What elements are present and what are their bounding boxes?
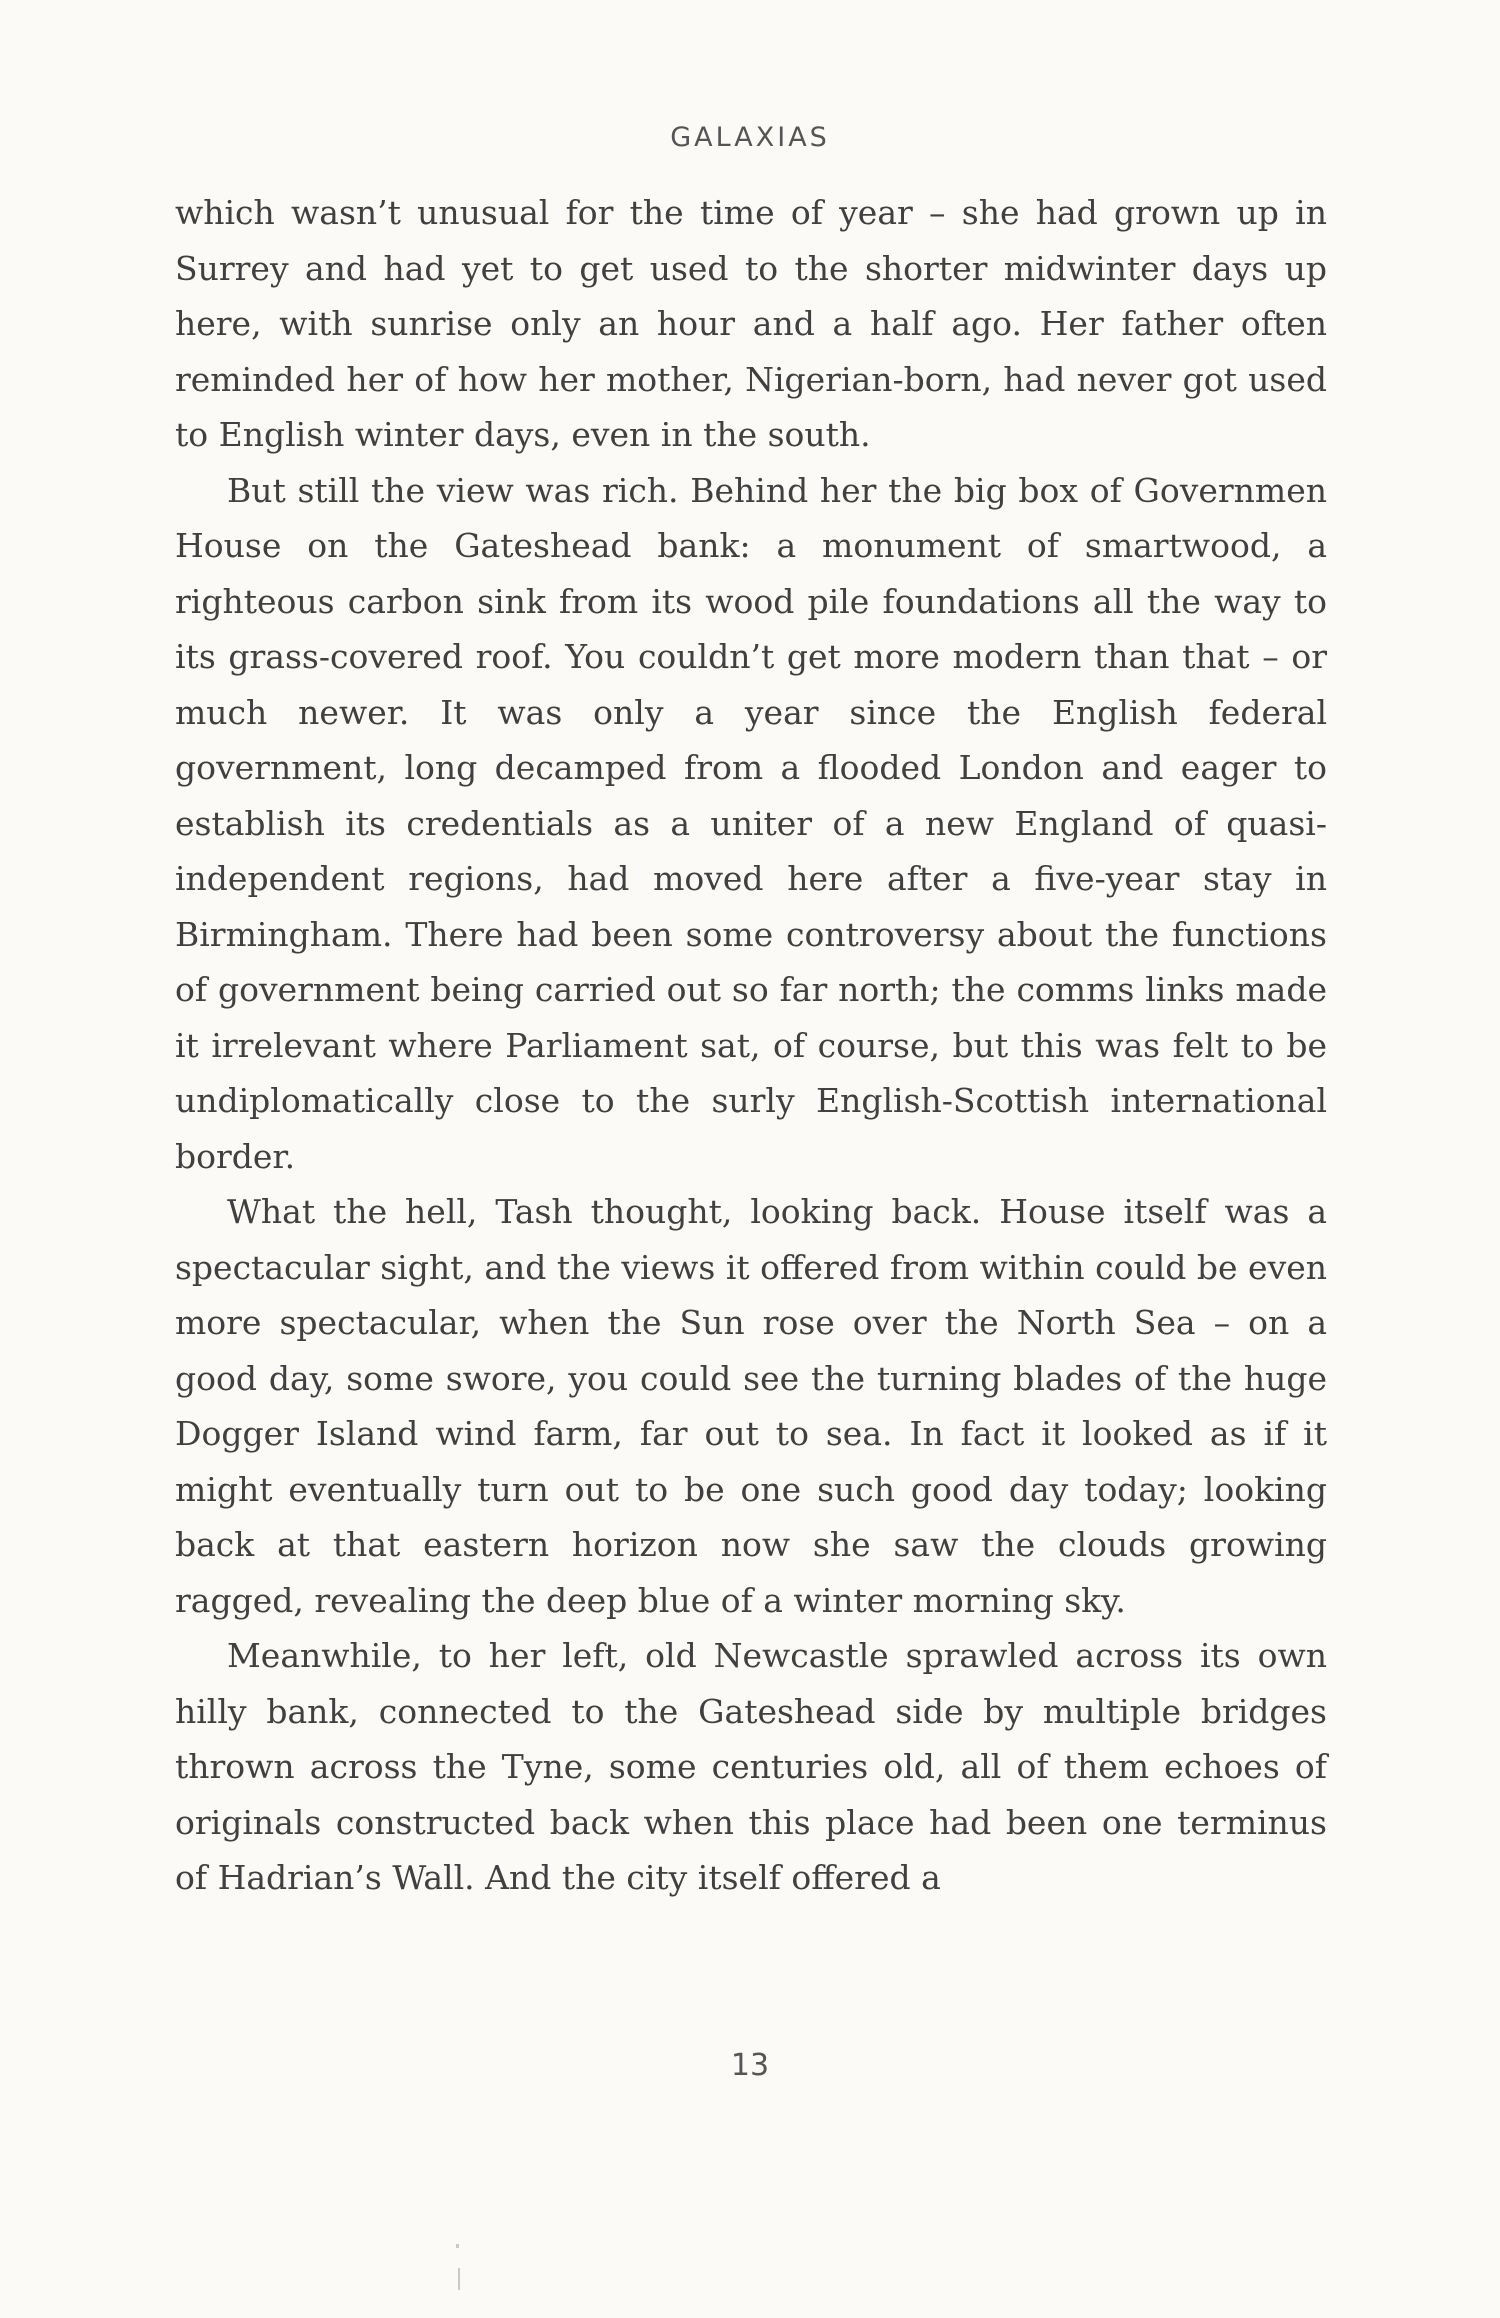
page-number: 13	[730, 2048, 770, 2083]
paragraph: But still the view was rich. Behind her the big box of Governmen House on the Gateshead bank: a monument of smartwood, a righteous carbon sink from its wood pile foundations all the way to its grass-covered roof. You couldn’t get more modern than that – or much newer. It was only a year since the English federal government, long decamped from a flooded London and eager to establish its credentials as a uniter of a new England of quasi-independent regions, had moved here after a five-year stay in Birmingham. There had been some controversy about the functions of government being carried out so far north; the comms links made it irrelevant where Parliament sat, of course, but this was felt to be undiplomatically close to the surly English-Scottish international border.	[175, 470, 1327, 1176]
scan-speck	[456, 2244, 459, 2248]
scan-speck	[458, 2268, 460, 2290]
paragraph: Meanwhile, to her left, old Newcastle sprawled across its own hilly bank, connected to the Gateshead side by multiple bridges thrown across the Tyne, some centuries old, all of them echoes of originals constructed back when this place had been one terminus of Hadrian’s Wall. And the city itself offered a	[175, 1636, 1327, 1897]
body-text	[175, 185, 1327, 1906]
paragraph: What the hell, Tash thought, looking back. House itself was a spectacular sight, and the views it offered from within could be even more spectacular, when the Sun rose over the North Sea – on a good day, some swore, you could see the turning blades of the huge Dogger Island wind farm, far out to sea. In fact it looked as if it might eventually turn out to be one such good day today; looking back at that eastern horizon now she saw the clouds growing ragged, revealing the deep blue of a winter morning sky.	[175, 1192, 1328, 1620]
paragraph: which wasn’t unusual for the time of year – she had grown up in Surrey and had yet to get used to the shorter midwinter days up here, with sunrise only an hour and a half ago. Her father often reminded her of how her mother, Nigerian-born, had never got used to English winter days, even in the south.	[175, 193, 1327, 454]
running-head: GALAXIAS	[670, 122, 830, 153]
